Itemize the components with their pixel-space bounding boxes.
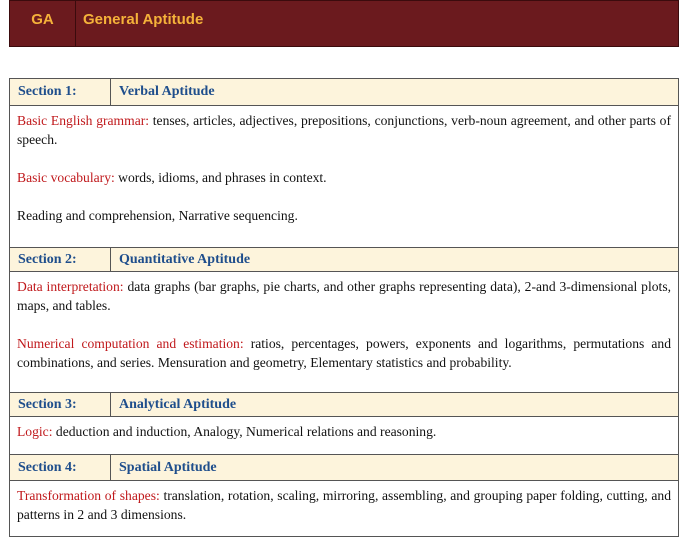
section-header: [10, 393, 679, 417]
topic-label: Logic:: [17, 424, 53, 439]
topic-text: Reading and comprehension, Narrative sequencing.: [17, 208, 298, 223]
topic-text: words, idioms, and phrases in context.: [114, 170, 327, 185]
section-title: Quantitative Aptitude: [111, 248, 679, 272]
topic-label: Transformation of shapes:: [17, 488, 160, 503]
section-body: [10, 106, 679, 248]
topic-text: translation, rotation, scaling, mirroring, assembling, and grouping paper folding, cutting, and patterns in 2 and 3 dimensions.: [17, 488, 672, 522]
section-number: Section 4:: [10, 455, 111, 481]
section-title: Spatial Aptitude: [111, 455, 679, 481]
topic-label: Basic English grammar:: [17, 113, 150, 128]
section-title: Verbal Aptitude: [111, 79, 679, 106]
topic-label: Basic vocabulary:: [17, 170, 115, 185]
section-number: Section 2:: [10, 248, 111, 272]
section-title: Analytical Aptitude: [111, 393, 679, 417]
section-header: [10, 455, 679, 481]
topic-text: data graphs (bar graphs, pie charts, and other graphs representing data), 2-and 3-dimensional plots, maps, and tables.: [17, 279, 672, 313]
topic-text: deduction and induction, Analogy, Numerical relations and reasoning.: [52, 424, 437, 439]
section-number: Section 3:: [10, 393, 111, 417]
syllabus-item: [17, 168, 671, 187]
syllabus-item: [17, 486, 671, 524]
syllabus-item: [17, 422, 671, 441]
syllabus-item: [17, 334, 671, 372]
topic-text: ratios, percentages, powers, exponents and logarithms, permutations and combinations, and series. Mensuration and geometry, Elementary statistics and probability.: [17, 336, 672, 370]
subject-title: General Aptitude: [83, 11, 204, 28]
syllabus-table: [9, 78, 679, 537]
syllabus-item: [17, 206, 671, 225]
section-body: [10, 481, 679, 537]
syllabus-item: [17, 277, 671, 315]
section-header: [10, 248, 679, 272]
section-body: [10, 272, 679, 393]
section-header: [10, 79, 679, 106]
topic-text: tenses, articles, adjectives, prepositions, conjunctions, verb-noun agreement, and other parts of speech.: [17, 113, 671, 147]
syllabus-item: [17, 111, 671, 149]
topic-label: Numerical computation and estimation:: [17, 336, 244, 351]
subject-header: [9, 0, 679, 47]
section-body: [10, 417, 679, 455]
subject-code: GA: [10, 1, 76, 46]
topic-label: Data interpretation:: [17, 279, 124, 294]
section-number: Section 1:: [10, 79, 111, 106]
